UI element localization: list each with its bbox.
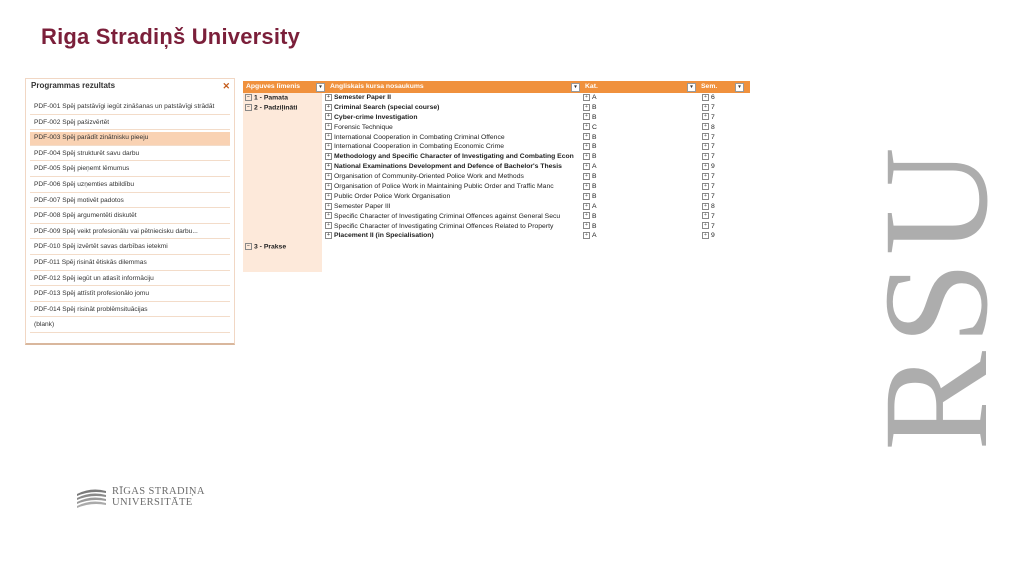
course-name: Cyber-crime Investigation <box>334 113 418 121</box>
collapse-icon[interactable]: − <box>245 94 252 101</box>
course-name: Specific Character of Investigating Criminal Offences Related to Property <box>334 222 554 230</box>
semester-value: 8 <box>711 123 715 131</box>
table-row <box>322 222 750 232</box>
header-level-label: Apguves līmenis <box>246 83 301 90</box>
course-name: International Cooperation in Combating Economic Crime <box>334 143 505 151</box>
level-text: 3 - Prakse <box>254 242 287 250</box>
semester-value: 7 <box>711 183 715 191</box>
category-value: B <box>592 183 597 191</box>
level-label[interactable] <box>245 104 297 111</box>
category-value: B <box>592 113 597 121</box>
semester-value: 7 <box>711 173 715 181</box>
category-value: B <box>592 173 597 181</box>
semester-cell[interactable] <box>699 152 750 162</box>
course-name: Semester Paper III <box>334 202 391 210</box>
expand-icon[interactable]: + <box>583 183 590 190</box>
dropdown-icon[interactable]: ▾ <box>735 83 744 92</box>
slicer-item[interactable]: PDF-008 Spēj argumentēti diskutēt <box>30 210 230 224</box>
expand-icon[interactable]: + <box>325 193 332 200</box>
logo-text <box>112 486 205 508</box>
expand-icon[interactable]: + <box>702 183 709 190</box>
course-name: Organisation of Police Work in Maintaining Public Order and Traffic Manc <box>334 183 554 191</box>
course-cell[interactable] <box>322 93 580 103</box>
page-title: Riga Stradiņš University <box>41 24 301 49</box>
table-row <box>322 103 750 113</box>
slicer-item[interactable]: PDF-007 Spēj motivēt padotos <box>30 195 230 209</box>
header-course-label: Angliskais kursa nosaukums <box>330 83 424 90</box>
semester-cell[interactable] <box>699 123 750 133</box>
collapse-icon[interactable]: − <box>245 104 252 111</box>
category-cell[interactable] <box>580 182 699 192</box>
course-cell[interactable] <box>322 133 580 143</box>
slicer-item[interactable]: PDF-011 Spēj risināt ētiskās dilemmas <box>30 257 230 271</box>
slicer-item[interactable]: PDF-009 Spēj veikt profesionālu vai pētniecisku darbu... <box>30 226 230 240</box>
expand-icon[interactable]: + <box>583 104 590 111</box>
course-cell[interactable] <box>322 123 580 133</box>
category-value: C <box>592 123 597 131</box>
expand-icon[interactable]: + <box>325 212 332 219</box>
semester-value: 7 <box>711 143 715 151</box>
expand-icon[interactable]: + <box>702 143 709 150</box>
university-logo <box>76 483 206 513</box>
table-row <box>322 133 750 143</box>
semester-cell[interactable] <box>699 182 750 192</box>
course-name: International Cooperation in Combating Criminal Offence <box>334 133 505 141</box>
course-cell[interactable] <box>322 103 580 113</box>
course-cell[interactable] <box>322 222 580 232</box>
header-semester[interactable] <box>698 81 746 93</box>
expand-icon[interactable]: + <box>583 94 590 101</box>
category-cell[interactable] <box>580 152 699 162</box>
expand-icon[interactable]: + <box>583 113 590 120</box>
category-value: A <box>592 94 597 101</box>
slicer-item[interactable]: PDF-005 Spēj pieņemt lēmumus <box>30 163 230 177</box>
semester-cell[interactable] <box>699 172 750 182</box>
filter-icon[interactable]: ▾ <box>571 83 580 92</box>
expand-icon[interactable]: + <box>583 212 590 219</box>
semester-value: 7 <box>711 222 715 230</box>
table-row <box>322 172 750 182</box>
course-cell[interactable] <box>322 113 580 123</box>
expand-icon[interactable]: + <box>325 123 332 130</box>
course-name: Forensic Technique <box>334 123 393 131</box>
expand-icon[interactable]: + <box>325 113 332 120</box>
semester-value: 7 <box>711 113 715 121</box>
expand-icon[interactable]: + <box>702 153 709 160</box>
expand-icon[interactable]: + <box>583 163 590 170</box>
slicer-item[interactable]: (blank) <box>30 319 230 333</box>
category-value: B <box>592 192 597 200</box>
category-value: B <box>592 212 597 220</box>
category-cell[interactable] <box>580 113 699 123</box>
expand-icon[interactable]: + <box>702 133 709 140</box>
category-cell[interactable] <box>580 172 699 182</box>
expand-icon[interactable]: + <box>325 104 332 111</box>
course-name: Placement II (in Specialisation) <box>334 232 434 240</box>
expand-icon[interactable]: + <box>325 143 332 150</box>
table-row <box>322 202 750 212</box>
expand-icon[interactable]: + <box>325 173 332 180</box>
slicer-item[interactable]: PDF-006 Spēj uzņemties atbildību <box>30 179 230 193</box>
slicer-item[interactable]: PDF-013 Spēj attīstīt profesionālo jomu <box>30 288 230 302</box>
semester-cell[interactable] <box>699 192 750 202</box>
logo-mark-icon <box>76 485 107 509</box>
course-name: Criminal Search (special course) <box>334 103 440 111</box>
expand-icon[interactable]: + <box>583 193 590 200</box>
table-row <box>322 93 750 103</box>
dropdown-icon[interactable]: ▾ <box>316 83 325 92</box>
expand-icon[interactable]: + <box>702 163 709 170</box>
course-cell[interactable] <box>322 142 580 152</box>
expand-icon[interactable]: + <box>702 193 709 200</box>
category-cell[interactable] <box>580 231 699 241</box>
filter-icon[interactable]: ▾ <box>687 83 696 92</box>
logo-line2: UNIVERSITĀTE <box>112 497 193 508</box>
semester-cell[interactable] <box>699 222 750 232</box>
semester-value: 7 <box>711 153 715 161</box>
category-value: A <box>592 163 597 171</box>
course-cell[interactable] <box>322 231 580 241</box>
semester-cell[interactable] <box>699 212 750 222</box>
pivot-rows <box>322 93 750 272</box>
slicer-title: Programmas rezultats <box>31 81 116 90</box>
header-course[interactable] <box>327 81 582 93</box>
expand-icon[interactable]: + <box>583 203 590 210</box>
category-value: B <box>592 133 597 141</box>
pivot-table <box>243 81 750 272</box>
programme-results-slicer <box>25 78 235 345</box>
header-semester-label: Sem. <box>701 83 718 90</box>
expand-icon[interactable]: + <box>325 222 332 229</box>
semester-value: 7 <box>711 133 715 141</box>
category-cell[interactable] <box>580 212 699 222</box>
level-column <box>243 93 322 272</box>
level-label[interactable] <box>245 243 286 250</box>
table-row <box>322 212 750 222</box>
slicer-item[interactable]: PDF-010 Spēj izvērtēt savas darbības ietekmi <box>30 241 230 255</box>
semester-cell[interactable] <box>699 133 750 143</box>
filter-clear-icon[interactable]: ✕ <box>222 81 230 91</box>
course-cell[interactable] <box>322 192 580 202</box>
expand-icon[interactable]: + <box>583 123 590 130</box>
course-cell[interactable] <box>322 162 580 172</box>
table-row <box>322 162 750 172</box>
pivot-header-row <box>243 81 750 93</box>
expand-icon[interactable]: + <box>325 203 332 210</box>
category-cell[interactable] <box>580 162 699 172</box>
pivot-body <box>243 93 750 272</box>
slicer-item[interactable]: PDF-003 Spēj parādīt zinātnisku pieeju <box>30 132 230 146</box>
table-row <box>322 142 750 152</box>
expand-icon[interactable]: + <box>702 203 709 210</box>
semester-cell[interactable] <box>699 231 750 241</box>
expand-icon[interactable]: + <box>325 183 332 190</box>
expand-icon[interactable]: + <box>583 232 590 239</box>
semester-cell[interactable] <box>699 103 750 113</box>
logo-line1: RĪGAS STRADIŅA <box>112 486 205 497</box>
course-name: National Examinations Development and Defence of Bachelor's Thesis <box>334 163 562 171</box>
rsu-watermark <box>744 0 1019 540</box>
slicer-item[interactable]: PDF-002 Spēj pašizvērtēt <box>30 117 230 131</box>
category-cell[interactable] <box>580 93 699 103</box>
course-name: Methodology and Specific Character of Investigating and Combating Econ <box>334 153 574 161</box>
table-row <box>322 113 750 123</box>
expand-icon[interactable]: + <box>325 133 332 140</box>
expand-icon[interactable]: + <box>702 222 709 229</box>
category-value: A <box>592 232 597 240</box>
expand-icon[interactable]: + <box>702 113 709 120</box>
table-row <box>322 182 750 192</box>
table-row <box>322 192 750 202</box>
course-name: Organisation of Community-Oriented Police Work and Methods <box>334 173 524 181</box>
course-cell[interactable] <box>322 182 580 192</box>
category-value: B <box>592 153 597 161</box>
category-value: A <box>592 202 597 210</box>
slicer-header <box>26 79 234 99</box>
semester-value: 6 <box>711 94 715 101</box>
expand-icon[interactable]: + <box>583 222 590 229</box>
semester-value: 7 <box>711 103 715 111</box>
expand-icon[interactable]: + <box>702 173 709 180</box>
slicer-item[interactable]: PDF-012 Spēj iegūt un atlasīt informāciju <box>30 273 230 287</box>
slicer-item[interactable]: PDF-004 Spēj strukturēt savu darbu <box>30 148 230 162</box>
expand-icon[interactable]: + <box>325 232 332 239</box>
category-cell[interactable] <box>580 103 699 113</box>
expand-icon[interactable]: + <box>325 153 332 160</box>
category-cell[interactable] <box>580 192 699 202</box>
category-value: B <box>592 143 597 151</box>
course-cell[interactable] <box>322 172 580 182</box>
category-value: B <box>592 222 597 230</box>
header-category[interactable] <box>582 81 698 93</box>
table-row <box>322 123 750 133</box>
expand-icon[interactable]: + <box>702 94 709 101</box>
table-row <box>322 152 750 162</box>
header-category-label: Kat. <box>585 83 598 90</box>
table-row <box>322 231 750 241</box>
course-cell[interactable] <box>322 212 580 222</box>
course-name: Semester Paper II <box>334 94 392 101</box>
header-level[interactable] <box>243 81 327 93</box>
semester-value: 9 <box>711 163 715 171</box>
slicer-item[interactable]: PDF-014 Spēj risināt problēmsituācijas <box>30 304 230 318</box>
expand-icon[interactable]: + <box>583 143 590 150</box>
collapse-icon[interactable]: − <box>245 243 252 250</box>
semester-value: 7 <box>711 212 715 220</box>
expand-icon[interactable]: + <box>583 133 590 140</box>
semester-cell[interactable] <box>699 162 750 172</box>
expand-icon[interactable]: + <box>702 123 709 130</box>
category-cell[interactable] <box>580 133 699 143</box>
semester-cell[interactable] <box>699 113 750 123</box>
expand-icon[interactable]: + <box>583 153 590 160</box>
expand-icon[interactable]: + <box>325 94 332 101</box>
course-name: Public Order Police Work Organisation <box>334 192 451 200</box>
semester-cell[interactable] <box>699 202 750 212</box>
semester-cell[interactable] <box>699 93 750 103</box>
expand-icon[interactable]: + <box>702 104 709 111</box>
category-value: B <box>592 103 597 111</box>
expand-icon[interactable]: + <box>325 163 332 170</box>
level-label[interactable] <box>245 94 288 101</box>
watermark-text: RSU <box>853 141 1019 451</box>
slicer-item[interactable]: PDF-001 Spēj patstāvīgi iegūt zināšanas un patstāvīgi strādāt <box>30 101 230 115</box>
expand-icon[interactable]: + <box>702 212 709 219</box>
semester-cell[interactable] <box>699 142 750 152</box>
course-name: Specific Character of Investigating Criminal Offences against General Secu <box>334 212 561 220</box>
level-text: 1 - Pamata <box>254 94 289 102</box>
category-cell[interactable] <box>580 123 699 133</box>
category-cell[interactable] <box>580 142 699 152</box>
slicer-items <box>26 101 234 333</box>
course-cell[interactable] <box>322 152 580 162</box>
expand-icon[interactable]: + <box>583 173 590 180</box>
category-cell[interactable] <box>580 222 699 232</box>
expand-icon[interactable]: + <box>702 232 709 239</box>
semester-value: 7 <box>711 192 715 200</box>
course-cell[interactable] <box>322 202 580 212</box>
category-cell[interactable] <box>580 202 699 212</box>
level-text: 2 - Padziļināti <box>254 104 298 112</box>
semester-value: 9 <box>711 232 715 240</box>
semester-value: 8 <box>711 202 715 210</box>
